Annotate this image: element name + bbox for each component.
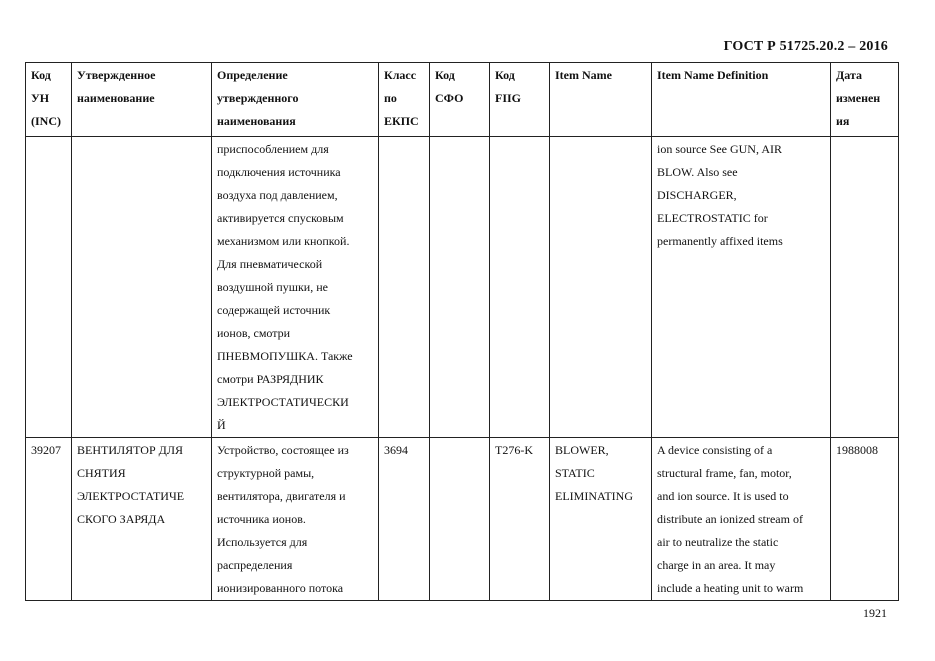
header-change-date: Дата изменен ия [831, 63, 899, 137]
cell-fiig-code [490, 137, 550, 438]
header-item-definition: Item Name Definition [652, 63, 831, 137]
header-item-name: Item Name [550, 63, 652, 137]
cell-ekps-class: 3694 [379, 438, 430, 601]
cell-ekps-class [379, 137, 430, 438]
table-header-row [26, 63, 899, 137]
cell-approved-name: ВЕНТИЛЯТОР ДЛЯ СНЯТИЯ ЭЛЕКТРОСТАТИЧЕ СКОГО ЗАРЯДА [72, 438, 212, 601]
header-inc: Код УН (INC) [26, 63, 72, 137]
table-row [26, 137, 899, 438]
cell-change-date [831, 137, 899, 438]
cell-inc: 39207 [26, 438, 72, 601]
cell-definition-ru: приспособлением для подключения источника воздуха под давлением, активируется спусковым механизмом или кнопкой. Для пневматической воздушной пушки, не содержащей источник ионов, смотри ПНЕВМОПУШКА. Также смотри РАЗРЯДНИК ЭЛЕКТРОСТАТИЧЕСКИ Й [212, 137, 379, 438]
header-approved-name: Утвержденное наименование [72, 63, 212, 137]
table-row [26, 438, 899, 601]
cell-fiig-code: T276-K [490, 438, 550, 601]
page-number: 1921 [863, 606, 887, 620]
header-fiig-code: Код FIIG [490, 63, 550, 137]
cell-item-name [550, 137, 652, 438]
cell-change-date: 1988008 [831, 438, 899, 601]
cell-item-definition: A device consisting of a structural frame, fan, motor, and ion source. It is used to distribute an ionized stream of air to neutralize the static charge in an area. It may include a heating unit to warm [652, 438, 831, 601]
cell-inc [26, 137, 72, 438]
header-ekps-class: Класс по ЕКПС [379, 63, 430, 137]
cell-sfo-code [430, 438, 490, 601]
cell-item-definition: ion source See GUN, AIR BLOW. Also see DISCHARGER, ELECTROSTATIC for permanently affixed items [652, 137, 831, 438]
cell-definition-ru: Устройство, состоящее из структурной рамы, вентилятора, двигателя и источника ионов. Используется для распределения ионизированного потока [212, 438, 379, 601]
cell-approved-name [72, 137, 212, 438]
cell-sfo-code [430, 137, 490, 438]
header-definition-ru: Определение утвержденного наименования [212, 63, 379, 137]
header-sfo-code: Код СФО [430, 63, 490, 137]
nomenclature-table [25, 62, 899, 601]
document-code: ГОСТ Р 51725.20.2 – 2016 [723, 39, 888, 54]
cell-item-name: BLOWER, STATIC ELIMINATING [550, 438, 652, 601]
